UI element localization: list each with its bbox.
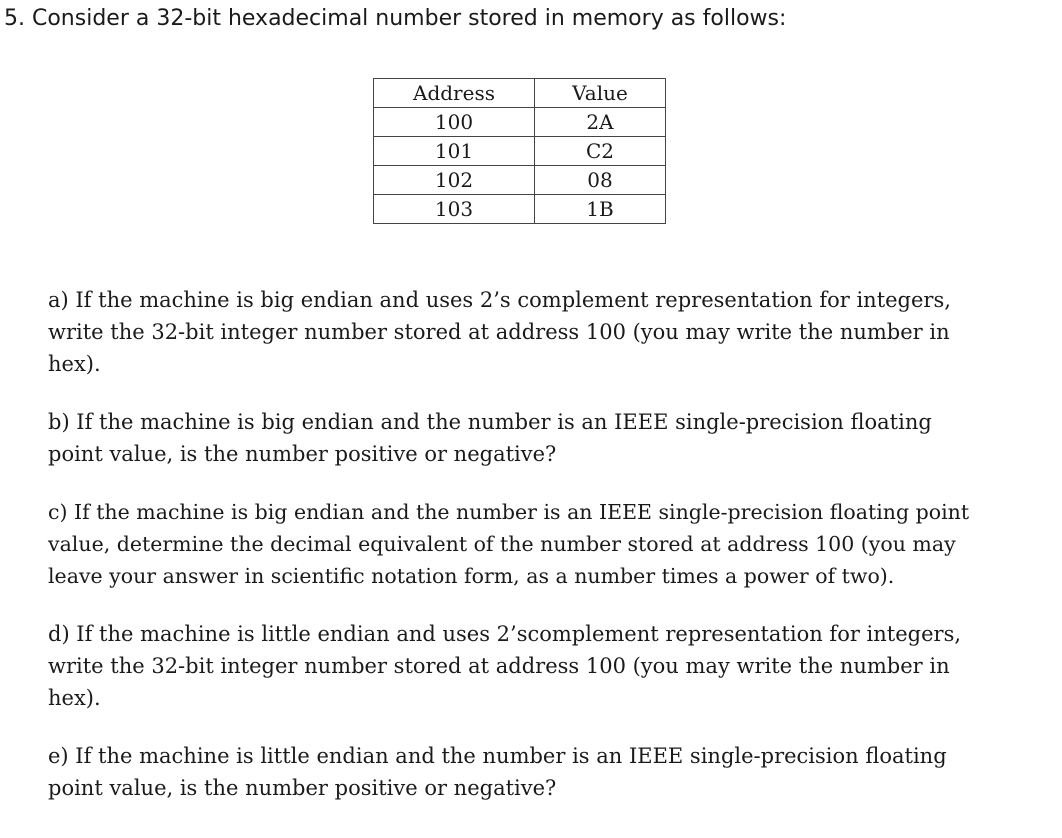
part-c-text: c) If the machine is big endian and the number is an IEEE single-precision floating point value, determine the decimal equivalent of the number stored at address 100 (you may leave your answer in scientific notation form, as a number times a power of two). bbox=[48, 500, 970, 588]
value-cell: C2 bbox=[535, 137, 666, 166]
table-row bbox=[374, 137, 666, 166]
part-b-text: b) If the machine is big endian and the number is an IEEE single-precision floating point value, is the number positive or negative? bbox=[48, 410, 932, 466]
address-cell: 100 bbox=[374, 108, 535, 137]
address-cell: 102 bbox=[374, 166, 535, 195]
question-title: 5. Consider a 32-bit hexadecimal number stored in memory as follows: bbox=[4, 6, 787, 31]
value-column-header: Value bbox=[535, 79, 666, 108]
memory-table bbox=[373, 78, 666, 224]
part-d-text: d) If the machine is little endian and uses 2’scomplement representation for integers, write the 32-bit integer number stored at address 100 (you may write the number in hex). bbox=[48, 622, 962, 710]
value-cell: 1B bbox=[535, 195, 666, 224]
value-cell: 2A bbox=[535, 108, 666, 137]
part-a-text: a) If the machine is big endian and uses 2’s complement representation for integers, write the 32-bit integer number stored at address 100 (you may write the number in hex). bbox=[48, 288, 951, 376]
address-cell: 101 bbox=[374, 137, 535, 166]
table-row bbox=[374, 108, 666, 137]
value-cell: 08 bbox=[535, 166, 666, 195]
address-column-header: Address bbox=[374, 79, 535, 108]
address-cell: 103 bbox=[374, 195, 535, 224]
table-header-row bbox=[374, 79, 666, 108]
table-row bbox=[374, 166, 666, 195]
table-row bbox=[374, 195, 666, 224]
question-parts bbox=[48, 284, 1048, 804]
part-e-text: e) If the machine is little endian and the number is an IEEE single-precision floating point value, is the number positive or negative? bbox=[48, 744, 947, 800]
